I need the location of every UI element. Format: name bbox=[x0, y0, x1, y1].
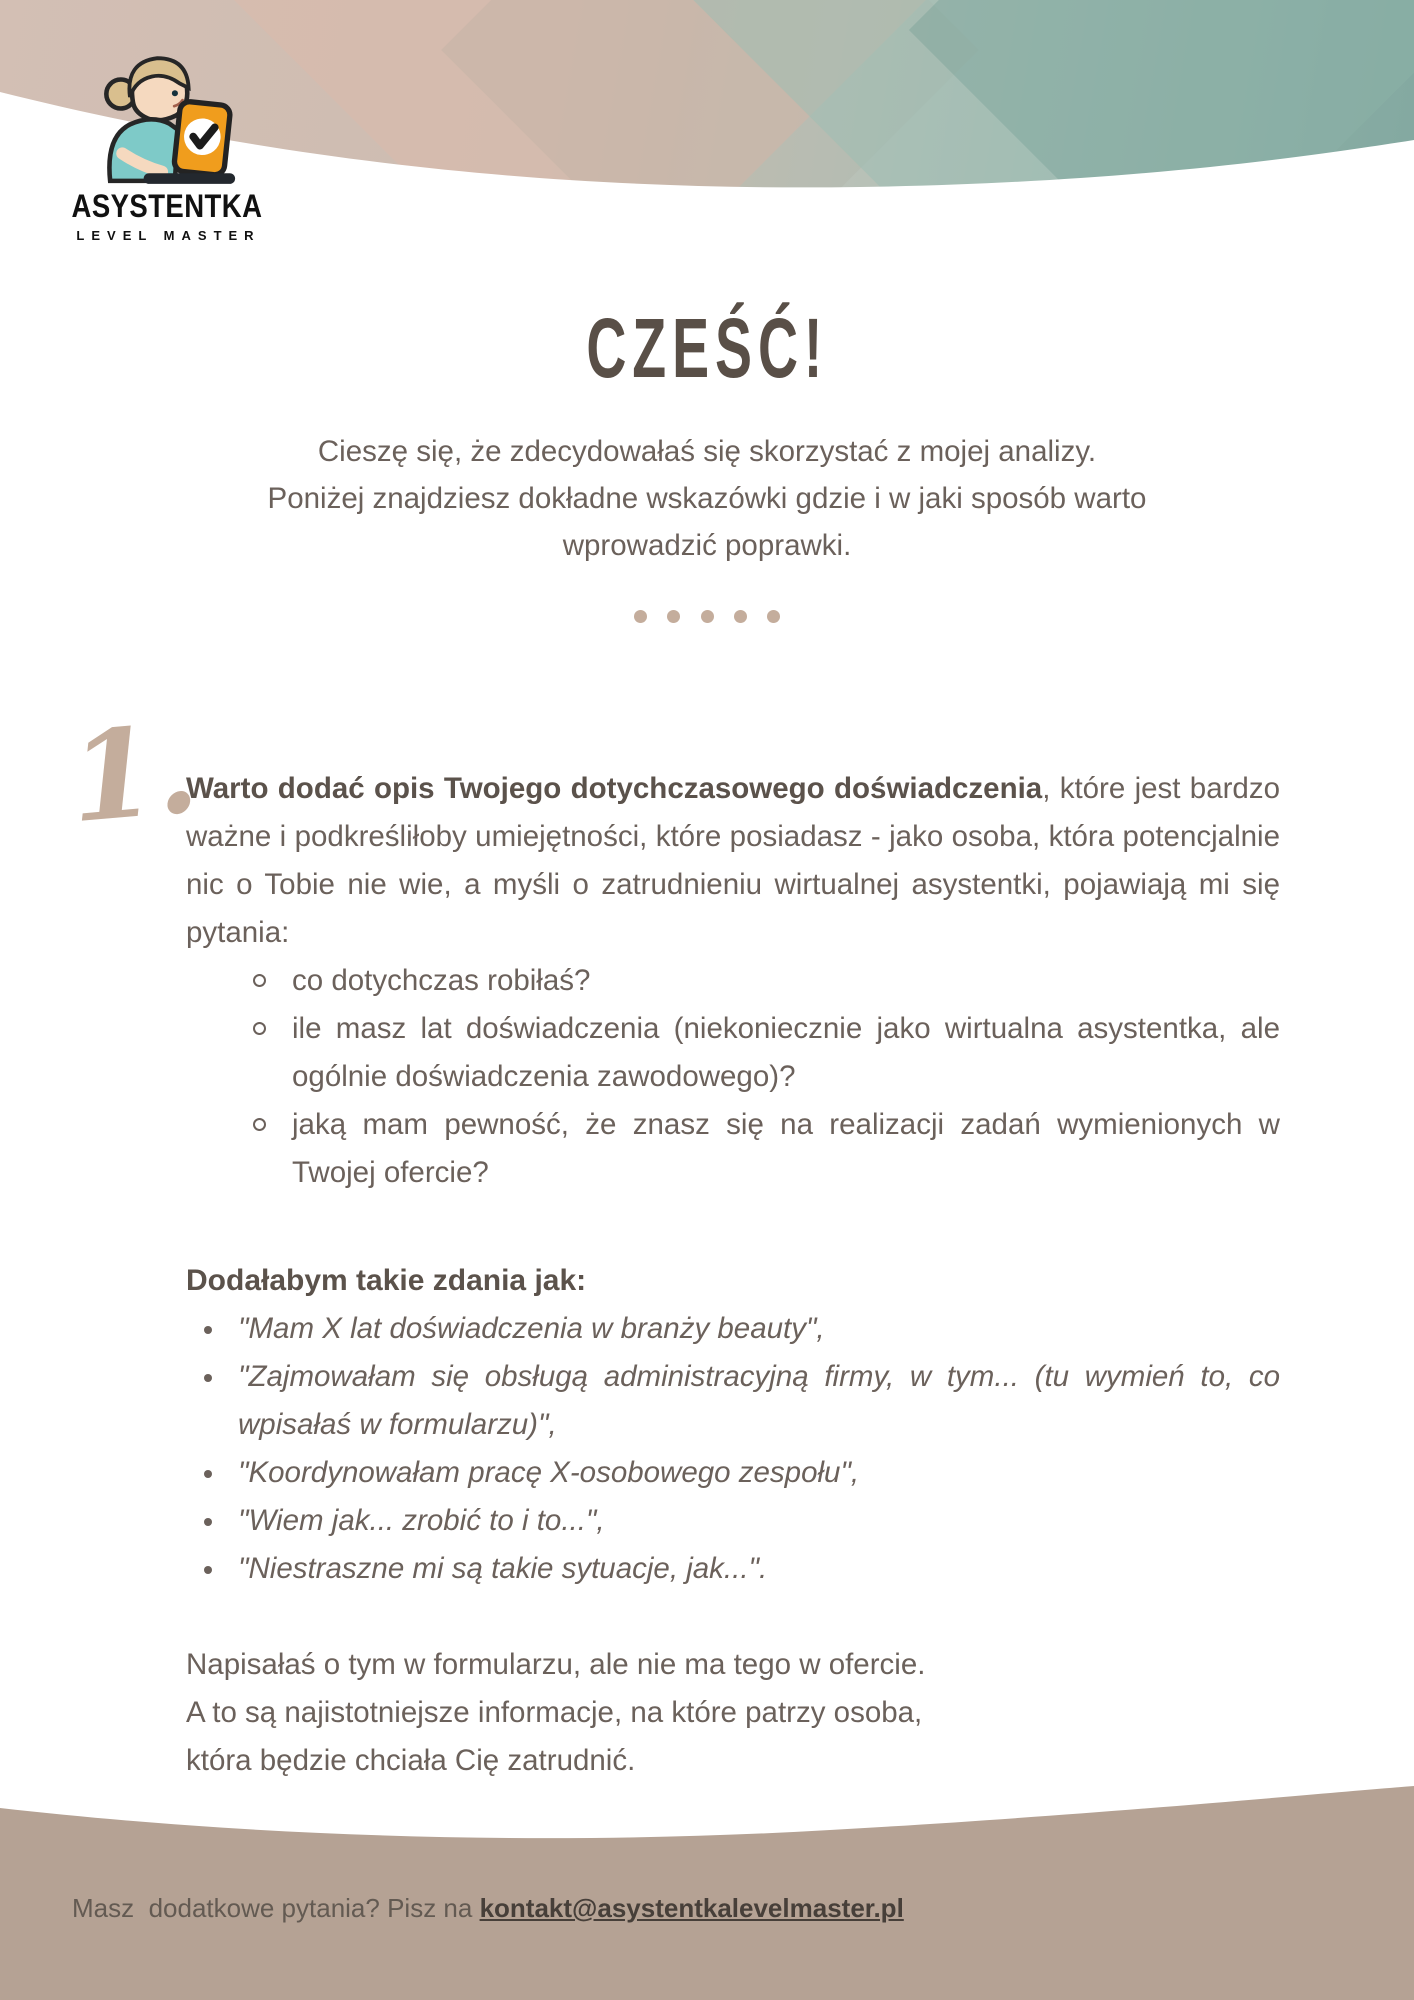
suggestions-list bbox=[186, 1305, 1280, 1593]
suggestion-item: "Koordynowałam pracę X-osobowego zespołu", bbox=[186, 1449, 1280, 1497]
divider-dot bbox=[701, 610, 714, 623]
question-item: ile masz lat doświadczenia (niekoniecznie jako wirtualna asystentka, ale ogólnie doświadczenia zawodowego)? bbox=[186, 1005, 1280, 1101]
closing-line: Napisałaś o tym w formularzu, ale nie ma tego w ofercie. bbox=[186, 1648, 926, 1681]
brand-logo bbox=[56, 30, 274, 243]
suggestion-item: "Wiem jak... zrobić to i to...", bbox=[186, 1497, 1280, 1545]
lead-bold-text: Warto dodać opis Twojego dotychczasowego doświadczenia bbox=[186, 772, 1043, 805]
intro-line: Poniżej znajdziesz dokładne wskazówki gdzie i w jaki sposób warto bbox=[267, 482, 1147, 515]
footer-curve bbox=[0, 1750, 1414, 2000]
suggestion-item: "Mam X lat doświadczenia w branży beauty", bbox=[186, 1305, 1280, 1353]
contact-email-link[interactable]: kontakt@asystentkalevelmaster.pl bbox=[479, 1893, 904, 1923]
closing-line: która będzie chciała Cię zatrudnić. bbox=[186, 1744, 636, 1777]
closing-line: A to są najistotniejsze informacje, na które patrzy osoba, bbox=[186, 1696, 923, 1729]
footer-text bbox=[72, 1893, 904, 1924]
question-item: jaką mam pewność, że znasz się na realizacji zadań wymienionych w Twojej ofercie? bbox=[186, 1101, 1280, 1197]
question-item: co dotychczas robiłaś? bbox=[186, 957, 1280, 1005]
suggestion-item: "Zajmowałam się obsługą administracyjną firmy, w tym... (tu wymień to, co wpisałaś w formularzu)", bbox=[186, 1353, 1280, 1449]
divider-dot bbox=[667, 610, 680, 623]
divider-dot bbox=[767, 610, 780, 623]
footer-question: Masz dodatkowe pytania? Pisz na bbox=[72, 1893, 480, 1923]
suggestion-heading: Dodałabym takie zdania jak: bbox=[186, 1264, 587, 1297]
brand-tagline: LEVEL MASTER bbox=[76, 227, 261, 243]
section-content bbox=[186, 765, 1280, 1785]
intro-line: wprowadzić poprawki. bbox=[562, 529, 852, 562]
divider-dot bbox=[734, 610, 747, 623]
suggestion-item: "Niestraszne mi są takie sytuacje, jak...". bbox=[186, 1545, 1280, 1593]
closing-paragraph bbox=[186, 1641, 1280, 1785]
page-title: CZEŚĆ! bbox=[585, 301, 828, 395]
footer bbox=[0, 1750, 1414, 2000]
brand-name: ASYSTENTKA bbox=[71, 188, 263, 224]
intro-paragraph bbox=[0, 428, 1414, 569]
lead-rest-text: , które jest bardzo ważne i podkreśliłoby umiejętności, które posiadasz - jako osoba, która potencjalnie nic o Tobie nie wie, a myśli o zatrudnieniu wirtualnej asystentki, pojawiają mi się pytania: bbox=[186, 772, 1280, 949]
section-number: 1. bbox=[63, 695, 204, 851]
divider-dot bbox=[634, 610, 647, 623]
questions-list bbox=[186, 957, 1280, 1197]
lead-paragraph bbox=[186, 765, 1280, 957]
divider-dots bbox=[0, 610, 1414, 628]
assistant-logo-icon bbox=[81, 30, 249, 190]
intro-line: Cieszę się, że zdecydowałaś się skorzystać z mojej analizy. bbox=[317, 435, 1097, 468]
page-title-wrap bbox=[0, 300, 1414, 397]
